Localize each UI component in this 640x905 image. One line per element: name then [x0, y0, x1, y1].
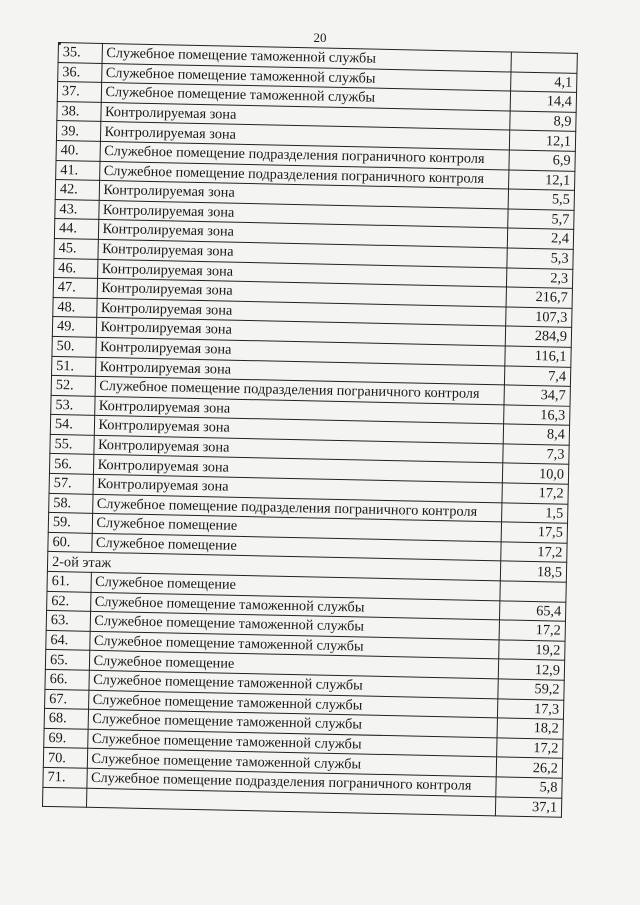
room-name: Служебное помещение таможенной службы: [90, 592, 500, 620]
room-name: Контролируемая зона: [98, 200, 508, 228]
room-name: Служебное помещение таможенной службы: [88, 670, 498, 698]
room-name: Контролируемая зона: [97, 259, 507, 287]
room-area: 5,5: [508, 189, 574, 210]
room-area: 17,2: [499, 620, 565, 641]
room-area: 2,3: [507, 267, 573, 288]
page-number: 20: [313, 30, 327, 45]
room-area: 59,2: [498, 679, 564, 700]
room-area: 18,2: [497, 718, 563, 739]
room-name: Служебное помещение таможенной службы: [101, 83, 511, 111]
room-area: 17,5: [501, 522, 567, 543]
row-number: 62.: [47, 591, 91, 612]
room-name: Служебное помещение подразделения пограничного контроля: [92, 494, 502, 522]
row-number: 41.: [56, 160, 100, 181]
room-name: Контролируемая зона: [97, 278, 507, 306]
room-name: Служебное помещение подразделения пограничного контроля: [95, 376, 505, 404]
room-name: Служебное помещение подразделения пограничного контроля: [86, 768, 496, 796]
row-number: 35.: [58, 43, 102, 64]
room-area: 19,2: [499, 640, 565, 661]
row-number: 39.: [56, 121, 100, 142]
rooms-table-body: [42, 43, 577, 818]
room-name: Служебное помещение таможенной службы: [89, 631, 499, 659]
row-number: 36.: [58, 62, 102, 83]
row-number: 69.: [44, 728, 88, 749]
room-name: Контролируемая зона: [93, 435, 503, 463]
row-number: 56.: [49, 454, 93, 475]
room-area: 12,1: [510, 130, 576, 151]
room-name: Контролируемая зона: [94, 416, 504, 444]
row-number: 68.: [44, 709, 88, 730]
room-area: 7,4: [505, 365, 571, 386]
row-number: 47.: [53, 278, 97, 299]
row-number: 43.: [55, 199, 99, 220]
room-name: Служебное помещение: [90, 572, 500, 600]
room-area: 5,3: [507, 248, 573, 269]
row-number: 38.: [57, 101, 101, 122]
room-area: 8,4: [503, 424, 569, 445]
row-number: [42, 787, 86, 808]
room-area: 8,9: [510, 111, 576, 132]
room-name: Служебное помещение таможенной службы: [88, 709, 498, 737]
room-area: 10,0: [503, 463, 569, 484]
room-name: Контролируемая зона: [96, 298, 506, 326]
room-area: 5,8: [496, 777, 562, 798]
row-number: 64.: [46, 630, 90, 651]
row-number: 44.: [54, 219, 98, 240]
row-number: 71.: [43, 767, 87, 788]
rooms-table-container: [42, 42, 578, 818]
row-number: 51.: [52, 356, 96, 377]
rooms-table: [42, 42, 578, 818]
room-name: Контролируемая зона: [95, 337, 505, 365]
room-name: Служебное помещение таможенной службы: [88, 690, 498, 718]
room-name: Служебное помещение таможенной службы: [102, 43, 512, 71]
room-name: Служебное помещение подразделения пограничного контроля: [99, 161, 509, 189]
floor-heading: 2-ой этаж: [47, 552, 501, 581]
room-name: Служебное помещение: [89, 651, 499, 679]
room-area: 17,2: [497, 738, 563, 759]
room-area: 12,9: [498, 659, 564, 680]
room-area: 284,9: [505, 326, 571, 347]
room-name: Служебное помещение таможенной службы: [87, 729, 497, 757]
room-area: 12,1: [509, 170, 575, 191]
room-area: 17,2: [501, 542, 567, 563]
room-area: [500, 581, 566, 602]
room-name: Контролируемая зона: [97, 239, 507, 267]
row-number: 57.: [49, 473, 93, 494]
room-area: 17,3: [498, 698, 564, 719]
row-number: 40.: [56, 140, 100, 161]
room-area: 34,7: [504, 385, 570, 406]
room-name: Контролируемая зона: [99, 181, 509, 209]
row-number: 53.: [51, 395, 95, 416]
room-area: 1,5: [502, 503, 568, 524]
room-name: Контролируемая зона: [93, 474, 503, 502]
room-area: 16,3: [504, 405, 570, 426]
row-number: 66.: [45, 669, 89, 690]
room-area: 116,1: [505, 346, 571, 367]
room-name: Служебное помещение таможенной службы: [90, 612, 500, 640]
room-name: Контролируемая зона: [95, 357, 505, 385]
row-number: 52.: [51, 376, 95, 397]
room-name: Контролируемая зона: [100, 102, 510, 130]
room-name: Контролируемая зона: [94, 396, 504, 424]
room-area: 107,3: [506, 307, 572, 328]
room-name: Контролируемая зона: [100, 122, 510, 150]
room-name: Контролируемая зона: [98, 220, 508, 248]
row-number: 45.: [54, 238, 98, 259]
row-number: 65.: [45, 650, 89, 671]
row-number: 37.: [57, 82, 101, 103]
room-name: Служебное помещение подразделения пограничного контроля: [100, 141, 510, 169]
room-area: 216,7: [506, 287, 572, 308]
room-area: 17,2: [502, 483, 568, 504]
room-area: 18,5: [501, 561, 567, 582]
room-area: 37,1: [496, 796, 562, 817]
row-number: 61.: [47, 571, 91, 592]
room-area: 65,4: [500, 601, 566, 622]
row-number: 49.: [52, 317, 96, 338]
room-area: [511, 52, 577, 73]
room-area: 4,1: [511, 72, 577, 93]
room-area: 6,9: [509, 150, 575, 171]
row-number: 58.: [49, 493, 93, 514]
row-number: 60.: [48, 532, 92, 553]
row-number: 59.: [48, 513, 92, 534]
room-area: 26,2: [496, 757, 562, 778]
row-number: 67.: [45, 689, 89, 710]
room-name: Служебное помещение: [92, 514, 502, 542]
row-number: 55.: [50, 434, 94, 455]
row-number: 48.: [53, 297, 97, 318]
room-area: 2,4: [508, 228, 574, 249]
row-number: 46.: [54, 258, 98, 279]
row-number: 70.: [43, 748, 87, 769]
row-number: 42.: [55, 180, 99, 201]
room-name: Служебное помещение таможенной службы: [87, 749, 497, 777]
room-name: Служебное помещение: [91, 533, 501, 561]
row-number: 50.: [52, 336, 96, 357]
row-number: 54.: [50, 415, 94, 436]
room-area: 5,7: [508, 209, 574, 230]
room-area: 7,3: [503, 444, 569, 465]
room-name: Контролируемая зона: [93, 455, 503, 483]
room-area: 14,4: [510, 91, 576, 112]
room-name: Служебное помещение таможенной службы: [101, 63, 511, 91]
room-name: Контролируемая зона: [96, 318, 506, 346]
row-number: 63.: [46, 611, 90, 632]
